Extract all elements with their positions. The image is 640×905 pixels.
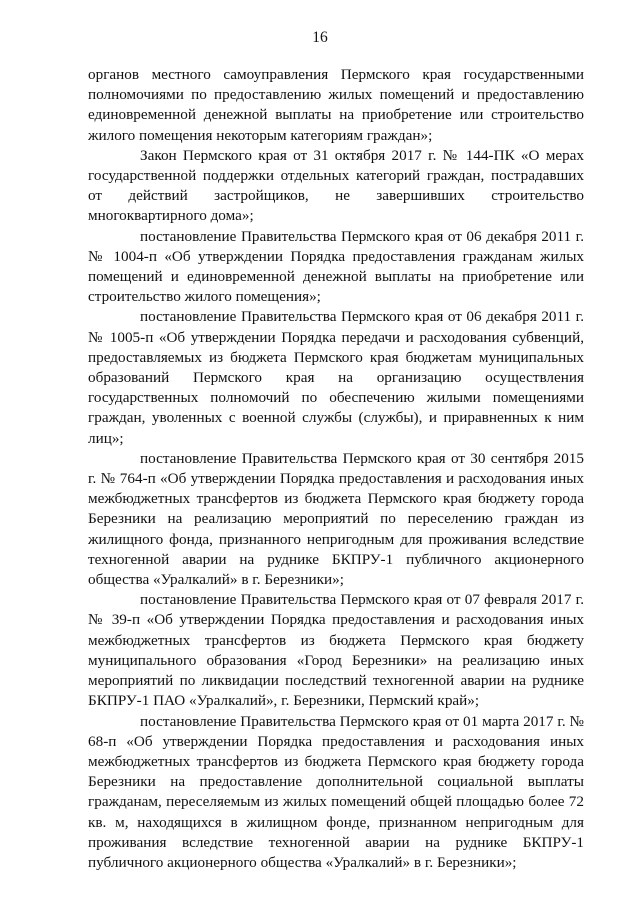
document-body: [88, 65, 584, 873]
paragraph-continuation: органов местного самоуправления Пермского края государственными полномочиями по предоставлению жилых помещений и предоставлению единовременной денежной выплаты на приобретение или строительство жилого помещения некоторым категориям граждан»;: [88, 66, 584, 144]
paragraph-resolution-1004-p: постановление Правительства Пермского края от 06 декабря 2011 г. № 1004-п «Об утверждении Порядка предоставления гражданам жилых помещений и единовременной денежной выплаты на приобретение или строительство жилого помещения»;: [88, 227, 584, 306]
paragraph-resolution-764-p: постановление Правительства Пермского края от 30 сентября 2015 г. № 764-п «Об утверждении Порядка предоставления и расходования иных межбюджетных трансфертов из бюджета Пермского края бюджету города Березники на реализацию мероприятий по переселению граждан из жилищного фонда, признанного непригодным для проживания вследствие техногенной аварии на руднике БКПРУ-1 публичного акционерного общества «Уралкалий» в г. Березники»;: [88, 449, 584, 589]
paragraph-resolution-68-p: постановление Правительства Пермского края от 01 марта 2017 г. № 68-п «Об утверждении Порядка предоставления и расходования иных межбюджетных трансфертов из бюджета Пермского края бюджету города Березники на предоставление дополнительной социальной выплаты гражданам, переселяемым из жилых помещений общей площадью более 72 кв. м, находящихся в жилищном фонде, признанном непригодным для проживания вследствие техногенной аварии на руднике БКПРУ-1 публичного акционерного общества «Уралкалий» в г. Березники»;: [88, 712, 584, 871]
paragraph-resolution-1005-p: постановление Правительства Пермского края от 06 декабря 2011 г. № 1005-п «Об утверждении Порядка передачи и расходования субвенций, предоставляемых из бюджета Пермского края бюджетам муниципальных образований Пермского края на организацию осуществления государственных полномочий по обеспечению жилыми помещениями граждан, уволенных с военной службы (службы), и приравненных к ним лиц»;: [88, 308, 584, 447]
paragraph-resolution-39-p: постановление Правительства Пермского края от 07 февраля 2017 г. № 39-п «Об утверждении Порядка предоставления и расходования иных межбюджетных трансфертов из бюджета Пермского края бюджету муниципального образования «Город Березники» на реализацию иных мероприятий по ликвидации последствий техногенной аварии на руднике БКПРУ-1 ПАО «Уралкалий», г. Березники, Пермский край»;: [88, 591, 584, 710]
page-number: 16: [312, 29, 328, 46]
paragraph-law-144-pk: Закон Пермского края от 31 октября 2017 г. № 144-ПК «О мерах государственной поддержки отдельных категорий граждан, пострадавших от действий застройщиков, не завершивших строительство многоквартирного дома»;: [88, 146, 584, 225]
